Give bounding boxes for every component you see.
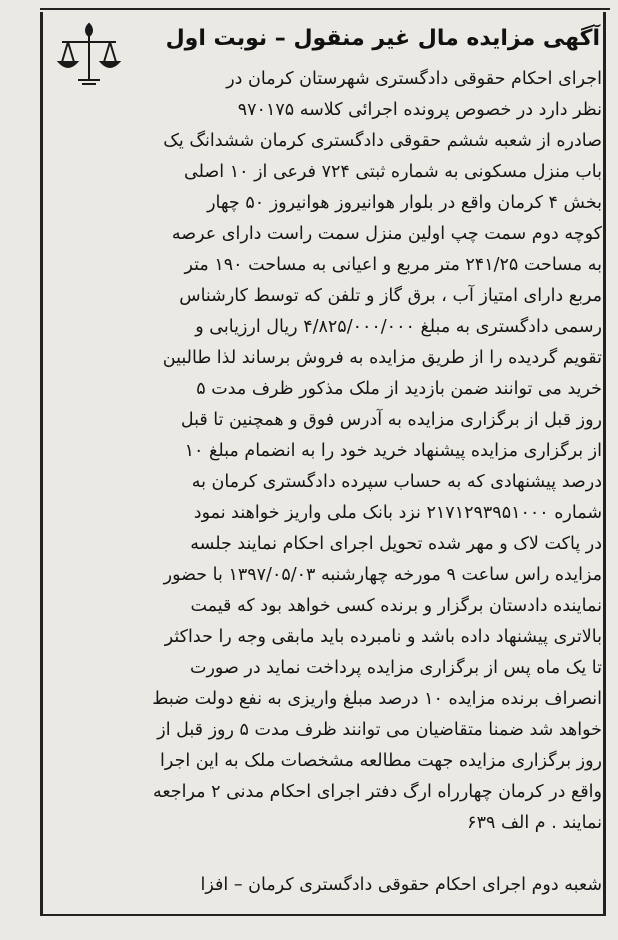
notice-title: آگهی مزایده مال غیر منقول – نوبت اول <box>165 26 600 51</box>
body-line: تقویم گردیده را از طریق مزایده به فروش برساند لذا طالبین <box>162 348 602 368</box>
body-line: بخش ۴ کرمان واقع در بلوار هوانیروز هوانیروز ۵۰ چهار <box>207 193 602 213</box>
body-line: خواهد شد ضمنا متقاضیان می توانند ظرف مدت ۵ روز قبل از <box>157 720 602 740</box>
body-line: صادره از شعبه ششم حقوقی دادگستری کرمان ششدانگ یک <box>163 131 602 151</box>
body-line: رسمی دادگستری به مبلغ ۴/۸۲۵/۰۰۰/۰۰۰ ریال ارزیابی و <box>195 317 602 337</box>
body-line: به مساحت ۲۴۱/۲۵ متر مربع و اعیانی به مساحت ۱۹۰ متر <box>184 255 602 275</box>
body-line: درصد پیشنهادی که به حساب سپرده دادگستری کرمان به <box>191 472 602 492</box>
notice-signature: شعبه دوم اجرای احکام حقوقی دادگستری کرمان – افزا <box>200 875 602 895</box>
body-line: انصراف برنده مزایده ۱۰ درصد مبلغ واریزی به نفع دولت ضبط <box>152 689 602 709</box>
body-line: واقع در کرمان چهارراه ارگ دفتر اجرای احکام مدنی ۲ مراجعه <box>152 782 602 802</box>
body-line: نماینده دادستان برگزار و برنده کسی خواهد بود که قیمت <box>190 596 602 616</box>
body-line: باب منزل مسکونی به شماره ثبتی ۷۲۴ فرعی از ۱۰ اصلی <box>184 162 602 182</box>
body-line: تا یک ماه پس از برگزاری مزایده پرداخت نماید در صورت <box>189 658 602 678</box>
body-line: روز قبل از برگزاری مزایده به آدرس فوق و همچنین تا قبل <box>180 410 602 430</box>
body-line: شماره ۲۱۷۱۲۹۳۹۵۱۰۰۰ نزد بانک ملی واریز خواهند نمود <box>193 503 602 523</box>
body-line: در پاکت لاک و مهر شده تحویل اجرای احکام نمایند جلسه <box>190 534 602 554</box>
body-line: بالاتری پیشنهاد داده باشد و نامبرده باید مابقی وجه را حداکثر <box>164 627 602 647</box>
body-line: نمایند . م الف ۶۳۹ <box>467 813 602 833</box>
body-line: مربع دارای امتیاز آب ، برق گاز و تلفن که توسط کارشناس <box>179 286 602 306</box>
body-line: اجرای احکام حقوقی دادگستری شهرستان کرمان در <box>226 69 602 89</box>
top-divider <box>40 0 610 10</box>
body-line: کوچه دوم سمت چپ اولین منزل سمت راست دارای عرصه <box>171 224 602 244</box>
body-line: نظر دارد در خصوص پرونده اجرائی کلاسه ۹۷۰۱۷۵ <box>237 100 602 120</box>
body-line: از برگزاری مزایده پیشنهاد خرید خود را به انضمام مبلغ ۱۰ <box>184 441 602 461</box>
body-line: مزایده راس ساعت ۹ مورخه چهارشنبه ۱۳۹۷/۰۵/۰۳ با حضور <box>163 565 602 585</box>
notice-body <box>54 64 602 839</box>
body-line: روز برگزاری مزایده جهت مطالعه مشخصات ملک به این اجرا <box>160 751 602 771</box>
body-line: خرید می توانند ضمن بازدید از ملک مذکور ظرف مدت ۵ <box>196 379 602 399</box>
